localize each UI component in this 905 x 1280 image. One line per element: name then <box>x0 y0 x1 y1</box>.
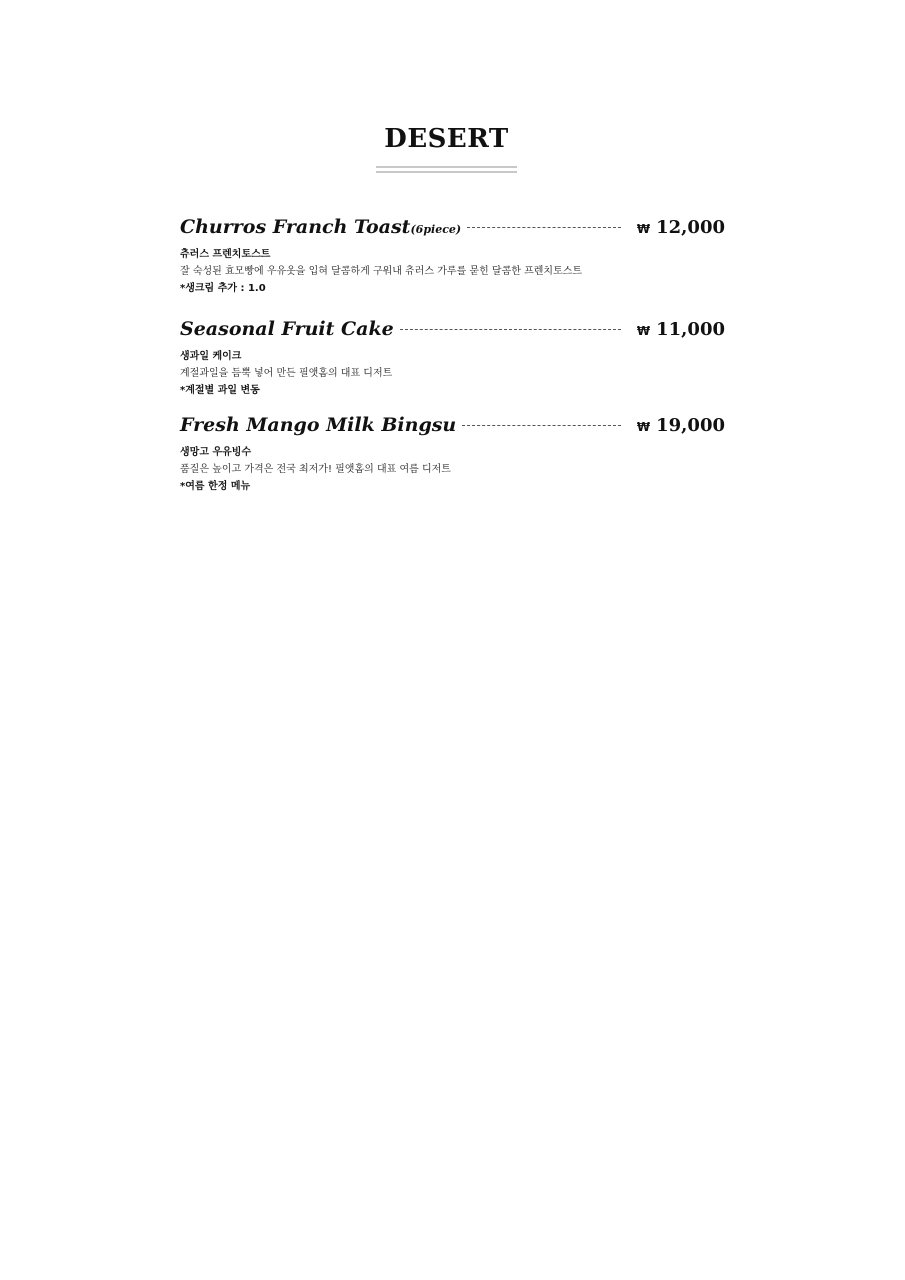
menu-item-name: Churros Franch Toast <box>180 216 411 238</box>
won-currency-symbol: ₩ <box>636 324 651 338</box>
dotted-leader <box>400 329 621 330</box>
menu-item-description: 품질은 높이고 가격은 전국 최저가! 필앳홈의 대표 여름 디저트 <box>180 464 451 475</box>
menu-item-korean-name: 생과일 케이크 <box>180 351 242 362</box>
menu-item-header <box>180 216 725 246</box>
menu-item-price <box>637 415 725 436</box>
page-title: DESERT <box>384 124 509 154</box>
menu-item-name: Seasonal Fruit Cake <box>180 318 394 340</box>
won-currency-symbol: ₩ <box>636 420 651 434</box>
menu-item-name: Fresh Mango Milk Bingsu <box>180 414 457 436</box>
dotted-leader <box>467 227 621 228</box>
menu-item-seasonal-fruit-cake <box>180 318 725 399</box>
won-currency-symbol: ₩ <box>636 222 651 236</box>
menu-item-note: *여름 한정 메뉴 <box>180 481 251 492</box>
menu-item-price-value: 19,000 <box>656 415 725 436</box>
menu-item-price-value: 12,000 <box>656 217 725 238</box>
menu-item-description: 잘 숙성된 효모빵에 우유옷을 입혀 달콤하게 구워내 츄러스 가루를 묻힌 달콤한 프렌치토스트 <box>180 266 583 277</box>
title-double-rule <box>376 166 517 173</box>
menu-item-piece-count: (6piece) <box>410 223 462 236</box>
menu-item-description: 계절과일을 듬뿍 넣어 만든 필앳홈의 대표 디저트 <box>180 368 393 379</box>
menu-item-note: *생크림 추가 : 1.0 <box>180 283 266 294</box>
menu-item-price-value: 11,000 <box>656 319 725 340</box>
menu-item-header <box>180 414 725 444</box>
menu-item-price <box>637 319 725 340</box>
dotted-leader <box>462 425 621 426</box>
menu-item-price <box>637 217 725 238</box>
menu-item-korean-name: 츄러스 프렌치토스트 <box>180 249 271 260</box>
menu-item-korean-name: 생망고 우유빙수 <box>180 447 252 458</box>
menu-item-churros-franch-toast <box>180 216 725 297</box>
menu-item-note: *계절별 과일 변동 <box>180 385 260 396</box>
menu-item-header <box>180 318 725 348</box>
menu-item-fresh-mango-milk-bingsu <box>180 414 725 495</box>
